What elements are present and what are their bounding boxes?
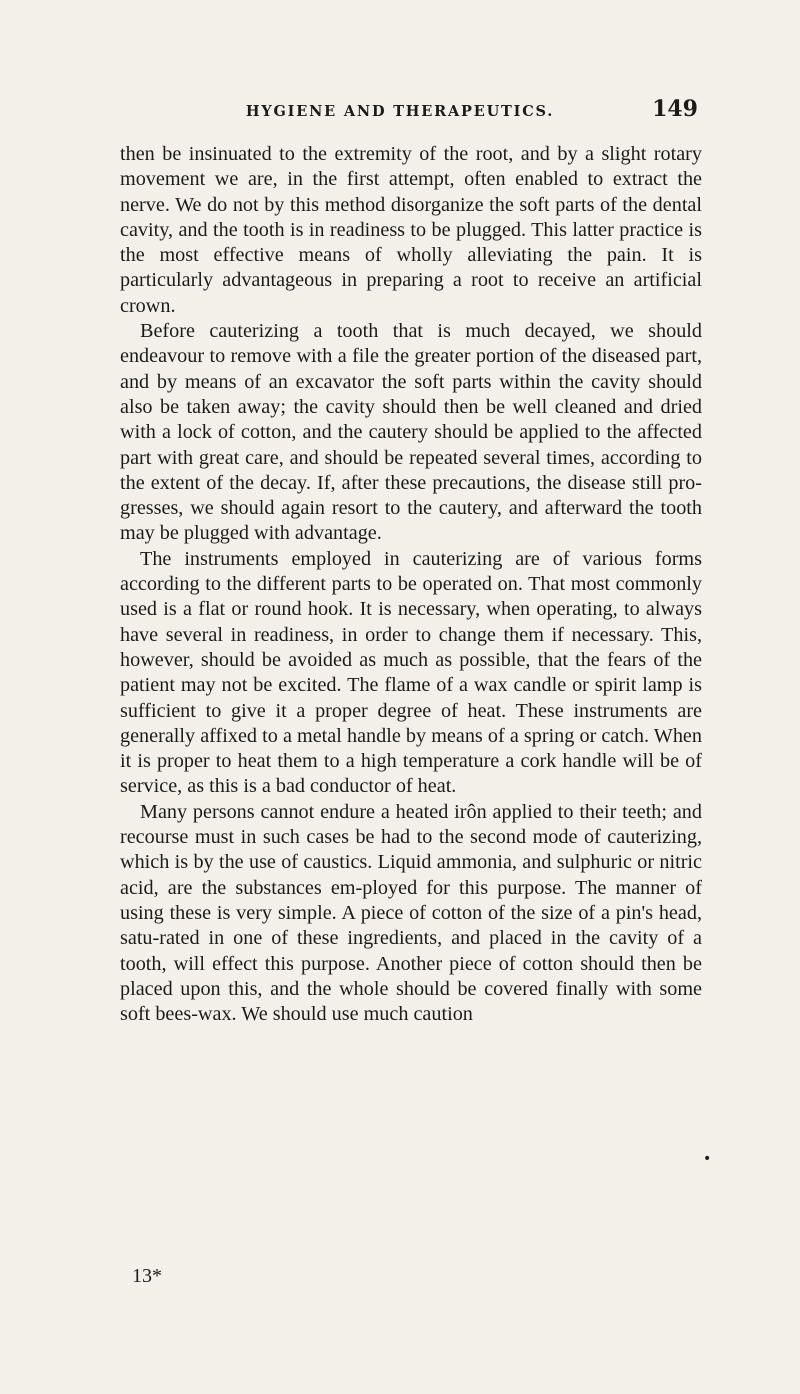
paragraph-4: Many persons cannot endure a heated irôn applied to their teeth; and recourse must in such cases be had to the second mode of cauterizing, which is by the use of caustics. Liquid ammonia, and sulphuric or nitric acid, are the substances em-ployed for this purpose. The manner of using these is very simple. A piece of cotton of the size of a pin's head, satu-rated in one of these ingredients, and placed in the cavity of a tooth, will effect this purpose. Another piece of cotton should then be placed upon this, and the whole should be covered finally with some soft bees-wax. We should use much caution	[120, 800, 702, 1026]
paragraph-3: The instruments employed in cauterizing are of various forms according to the different parts to be operated on. That most commonly used is a flat or round hook. It is necessary, when operating, to always have several in readiness, in order to change them if necessary. This, however, should be avoided as much as possible, that the fears of the patient may not be excited. The flame of a wax candle or spirit lamp is sufficient to give it a proper degree of heat. These instruments are generally affixed to a metal handle by means of a spring or catch. When it is proper to heat them to a high temperature a cork handle will be of service, as this is a bad conductor of heat.	[120, 547, 702, 798]
paragraph-2: Before cauterizing a tooth that is much decayed, we should endeavour to remove with a file the greater portion of the diseased part, and by means of an excavator the soft parts within the cavity should also be taken away; the cavity should then be well cleaned and dried with a lock of cotton, and the cautery should be applied to the affected part with great care, and should be repeated several times, according to the extent of the decay. If, after these precautions, the disease still pro-gresses, we should again resort to the cautery, and afterward the tooth may be plugged with advantage.	[120, 320, 702, 545]
margin-mark: •	[703, 1151, 712, 1167]
running-title: HYGIENE AND THERAPEUTICS.	[245, 103, 555, 120]
body-text	[120, 142, 702, 1027]
page-number: 149	[652, 96, 698, 122]
paragraph-1: then be insinuated to the extremity of the root, and by a slight rotary movement we are, in the first attempt, often enabled to extract the nerve. We do not by this method disorganize the soft parts of the dental cavity, and the tooth is in readiness to be plugged. This latter practice is the most effective means of wholly alleviating the pain. It is particularly advantageous in preparing a root to receive an artificial crown.	[120, 143, 702, 317]
signature-mark: 13*	[132, 1265, 162, 1287]
running-head	[0, 93, 800, 133]
